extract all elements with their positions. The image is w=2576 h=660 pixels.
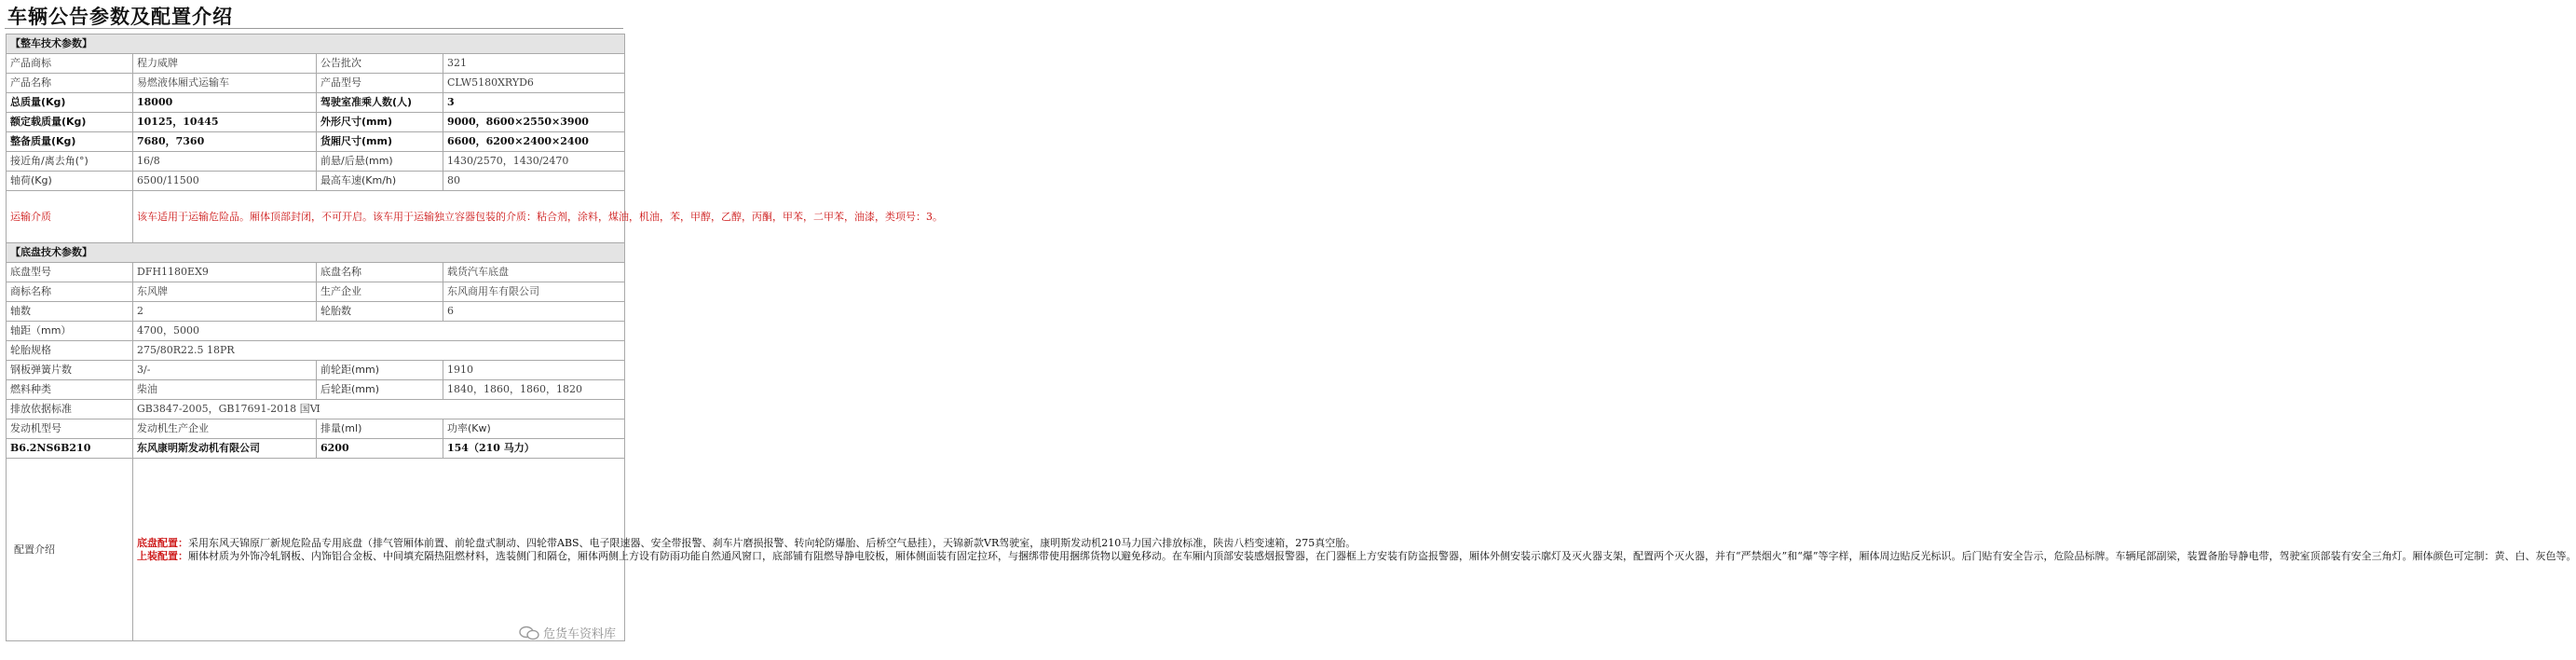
engine-header-row	[7, 419, 625, 439]
spec-value: DFH1180EX9	[133, 263, 317, 282]
spec-value: 18000	[133, 93, 317, 113]
spec-label: 前悬/后悬(mm)	[317, 152, 443, 172]
table-row	[7, 132, 625, 152]
table-row	[7, 322, 625, 341]
engine-model-value: B6.2NS6B210	[7, 439, 133, 459]
table-row	[7, 263, 625, 282]
spec-value: 1910	[443, 361, 625, 380]
page-title: 车辆公告参数及配置介绍	[7, 6, 233, 28]
power-header: 功率(Kw)	[443, 419, 625, 439]
emission-value: GB3847-2005，GB17691-2018 国Ⅵ	[133, 400, 625, 419]
tire-spec-label: 轮胎规格	[7, 341, 133, 361]
spec-label: 底盘型号	[7, 263, 133, 282]
table-row	[7, 282, 625, 302]
table-row	[7, 113, 625, 132]
vehicle-section-header: 【整车技术参数】	[7, 34, 625, 54]
spec-label: 外形尺寸(mm)	[317, 113, 443, 132]
spec-label: 接近角/离去角(°)	[7, 152, 133, 172]
spec-value: 程力威牌	[133, 54, 317, 74]
chassis-header-row	[7, 243, 625, 263]
transport-row	[7, 191, 625, 243]
spec-label: 商标名称	[7, 282, 133, 302]
spec-label: 底盘名称	[317, 263, 443, 282]
spec-value: 16/8	[133, 152, 317, 172]
table-row	[7, 400, 625, 419]
wheelbase-value: 4700，5000	[133, 322, 625, 341]
spec-label: 轴荷(Kg)	[7, 172, 133, 191]
spec-value: CLW5180XRYD6	[443, 74, 625, 93]
chassis-config-text: 采用东风天锦原厂新规危险品专用底盘（排气管厢体前置、前轮盘式制动、四轮带ABS、电子限速器、安全带报警、刹车片磨损报警、转向轮防爆胎、后桥空气悬挂），天锦新款VR驾驶室，康明斯发动机210马力国六排放标准，陕齿八档变速箱，275真空胎。	[188, 536, 1356, 549]
spec-value: 载货汽车底盘	[443, 263, 625, 282]
title-divider	[5, 28, 623, 29]
spec-label: 产品型号	[317, 74, 443, 93]
config-row	[7, 459, 625, 641]
engine-values-row	[7, 439, 625, 459]
engine-maker-header: 发动机生产企业	[133, 419, 317, 439]
spec-label: 生产企业	[317, 282, 443, 302]
config-label: 配置介绍	[7, 459, 133, 641]
transport-label: 运输介质	[7, 191, 133, 243]
table-row	[7, 54, 625, 74]
watermark-text: 危货车资料库	[542, 627, 616, 641]
spec-label: 钢板弹簧片数	[7, 361, 133, 380]
spec-value: 东风商用车有限公司	[443, 282, 625, 302]
spec-value: 1430/2570，1430/2470	[443, 152, 625, 172]
spec-label: 轮胎数	[317, 302, 443, 322]
wheelbase-label: 轴距（mm）	[7, 322, 133, 341]
spec-label: 最高车速(Km/h)	[317, 172, 443, 191]
table-row	[7, 74, 625, 93]
table-row	[7, 380, 625, 400]
chassis-section-header: 【底盘技术参数】	[7, 243, 625, 263]
spec-value: 7680，7360	[133, 132, 317, 152]
spec-value: 东风牌	[133, 282, 317, 302]
spec-label: 燃料种类	[7, 380, 133, 400]
engine-model-header: 发动机型号	[7, 419, 133, 439]
body-config-text: 厢体材质为外饰冷轧钢板、内饰铝合金板、中间填充隔热阻燃材料，选装侧门和隔仓，厢体两侧上方设有防雨功能自然通风窗口，底部铺有阻燃导静电胶板，厢体侧面装有固定拉环，与捆绑带使用捆绑货物以避免移动。在车厢内顶部安装感烟报警器，在门器框上方安装有防盗报警器，厢体外侧安装示廓灯及灭火器支架，配置两个灭火器，并有“严禁烟火”和“爆”等字样，厢体周边贴反光标识。后门贴有安全告示，危险品标牌。车辆尾部副梁，装置备胎导静电带，驾驶室顶部装有安全三角灯。厢体颜色可定制：黄、白、灰色等。	[188, 549, 2576, 562]
table-row	[7, 302, 625, 322]
table-row	[7, 341, 625, 361]
table-row	[7, 152, 625, 172]
spec-value: 易燃液体厢式运输车	[133, 74, 317, 93]
engine-maker-value: 东风康明斯发动机有限公司	[133, 439, 317, 459]
spec-label: 驾驶室准乘人数(人)	[317, 93, 443, 113]
spec-value: 10125，10445	[133, 113, 317, 132]
spec-label: 后轮距(mm)	[317, 380, 443, 400]
spec-label: 整备质量(Kg)	[7, 132, 133, 152]
spec-label: 轴数	[7, 302, 133, 322]
power-value: 154（210 马力）	[443, 439, 625, 459]
config-text	[133, 459, 2576, 641]
spec-value: 3/-	[133, 361, 317, 380]
spec-value: 6600，6200×2400×2400	[443, 132, 625, 152]
table-row	[7, 172, 625, 191]
spec-value: 9000，8600×2550×3900	[443, 113, 625, 132]
spec-value: 1840，1860，1860，1820	[443, 380, 625, 400]
table-row	[7, 361, 625, 380]
spec-table	[6, 34, 2576, 641]
spec-value: 3	[443, 93, 625, 113]
chassis-config-title: 底盘配置：	[137, 536, 188, 549]
displacement-value: 6200	[317, 439, 443, 459]
spec-label: 总质量(Kg)	[7, 93, 133, 113]
spec-value: 321	[443, 54, 625, 74]
spec-label: 前轮距(mm)	[317, 361, 443, 380]
spec-value: 2	[133, 302, 317, 322]
wechat-icon	[519, 626, 539, 640]
spec-label: 额定载质量(Kg)	[7, 113, 133, 132]
spec-value: 柴油	[133, 380, 317, 400]
spec-label: 公告批次	[317, 54, 443, 74]
spec-label: 产品商标	[7, 54, 133, 74]
spec-label: 产品名称	[7, 74, 133, 93]
transport-text: 该车适用于运输危险品。厢体顶部封闭，不可开启。该车用于运输独立容器包装的介质：粘合剂，涂料，煤油，机油，苯，甲醇，乙醇，丙酮，甲苯，二甲苯，油漆，类项号：3。	[133, 191, 625, 243]
table-row	[7, 93, 625, 113]
spec-value: 80	[443, 172, 625, 191]
spec-value: 6500/11500	[133, 172, 317, 191]
watermark	[519, 624, 616, 641]
body-config-title: 上装配置：	[137, 549, 188, 562]
spec-label: 货厢尺寸(mm)	[317, 132, 443, 152]
tire-spec-value: 275/80R22.5 18PR	[133, 341, 625, 361]
displacement-header: 排量(ml)	[317, 419, 443, 439]
emission-label: 排放依据标准	[7, 400, 133, 419]
spec-value: 6	[443, 302, 625, 322]
